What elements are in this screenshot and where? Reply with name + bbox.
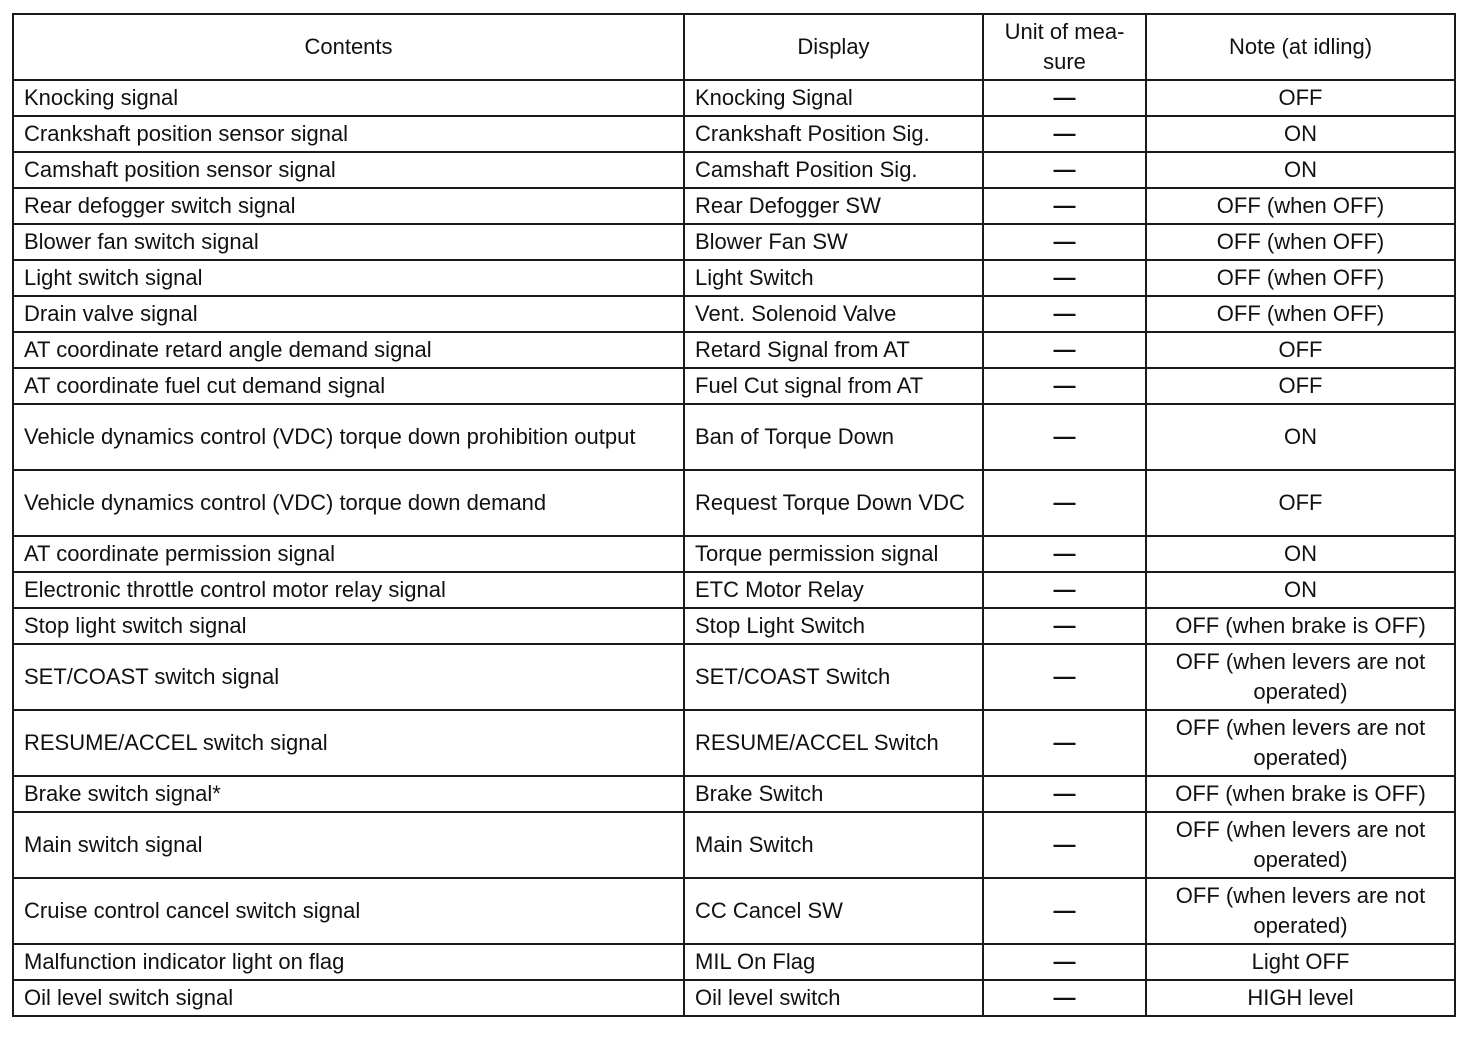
cell-contents: RESUME/ACCEL switch signal (13, 710, 684, 776)
cell-contents: Knocking signal (13, 80, 684, 116)
cell-unit: — (983, 368, 1146, 404)
table-row (13, 188, 1455, 224)
cell-unit: — (983, 776, 1146, 812)
cell-note: OFF (when OFF) (1146, 296, 1455, 332)
table-row (13, 572, 1455, 608)
cell-contents: AT coordinate permission signal (13, 536, 684, 572)
cell-display: MIL On Flag (684, 944, 983, 980)
cell-note: OFF (when brake is OFF) (1146, 608, 1455, 644)
cell-display: Light Switch (684, 260, 983, 296)
table-row (13, 776, 1455, 812)
table-header (13, 14, 1455, 80)
cell-note: HIGH level (1146, 980, 1455, 1016)
cell-unit: — (983, 608, 1146, 644)
cell-contents: AT coordinate fuel cut demand signal (13, 368, 684, 404)
cell-contents: Electronic throttle control motor relay signal (13, 572, 684, 608)
cell-unit: — (983, 152, 1146, 188)
cell-note: ON (1146, 116, 1455, 152)
cell-contents: Light switch signal (13, 260, 684, 296)
cell-note: OFF (1146, 80, 1455, 116)
cell-contents: Vehicle dynamics control (VDC) torque down prohibition output (13, 404, 684, 470)
header-row (13, 14, 1455, 80)
cell-contents: Brake switch signal* (13, 776, 684, 812)
cell-display: Rear Defogger SW (684, 188, 983, 224)
cell-display: Fuel Cut signal from AT (684, 368, 983, 404)
cell-note: ON (1146, 572, 1455, 608)
cell-unit: — (983, 260, 1146, 296)
cell-unit: — (983, 980, 1146, 1016)
cell-unit: — (983, 536, 1146, 572)
table-row (13, 116, 1455, 152)
cell-unit: — (983, 572, 1146, 608)
cell-unit: — (983, 944, 1146, 980)
cell-contents: Rear defogger switch signal (13, 188, 684, 224)
cell-display: Main Switch (684, 812, 983, 878)
cell-note: OFF (1146, 470, 1455, 536)
cell-contents: Malfunction indicator light on flag (13, 944, 684, 980)
table-row (13, 80, 1455, 116)
cell-note: OFF (when OFF) (1146, 260, 1455, 296)
cell-contents: Main switch signal (13, 812, 684, 878)
cell-unit: — (983, 878, 1146, 944)
table-row (13, 224, 1455, 260)
table-row (13, 644, 1455, 710)
cell-note: OFF (when levers are not operated) (1146, 878, 1455, 944)
cell-unit: — (983, 404, 1146, 470)
table-row (13, 152, 1455, 188)
table-row (13, 404, 1455, 470)
cell-unit: — (983, 332, 1146, 368)
cell-contents: Stop light switch signal (13, 608, 684, 644)
cell-contents: Oil level switch signal (13, 980, 684, 1016)
table-row (13, 332, 1455, 368)
table-row (13, 980, 1455, 1016)
cell-unit: — (983, 644, 1146, 710)
cell-display: RESUME/ACCEL Switch (684, 710, 983, 776)
data-table (12, 13, 1456, 1017)
cell-note: OFF (when OFF) (1146, 188, 1455, 224)
cell-display: Knocking Signal (684, 80, 983, 116)
cell-contents: Blower fan switch signal (13, 224, 684, 260)
cell-contents: Camshaft position sensor signal (13, 152, 684, 188)
cell-unit: — (983, 80, 1146, 116)
cell-display: SET/COAST Switch (684, 644, 983, 710)
cell-contents: AT coordinate retard angle demand signal (13, 332, 684, 368)
cell-unit: — (983, 812, 1146, 878)
table-row (13, 296, 1455, 332)
table-row (13, 944, 1455, 980)
cell-note: ON (1146, 536, 1455, 572)
cell-contents: SET/COAST switch signal (13, 644, 684, 710)
cell-display: Camshaft Position Sig. (684, 152, 983, 188)
cell-unit: — (983, 296, 1146, 332)
header-contents: Contents (13, 14, 684, 80)
cell-display: Request Torque Down VDC (684, 470, 983, 536)
header-note: Note (at idling) (1146, 14, 1455, 80)
cell-display: Retard Signal from AT (684, 332, 983, 368)
cell-display: Torque permission signal (684, 536, 983, 572)
cell-display: CC Cancel SW (684, 878, 983, 944)
table-row (13, 878, 1455, 944)
cell-note: OFF (when levers are not operated) (1146, 812, 1455, 878)
table-row (13, 536, 1455, 572)
table-row (13, 368, 1455, 404)
table-row (13, 812, 1455, 878)
cell-note: OFF (1146, 368, 1455, 404)
cell-note: OFF (when OFF) (1146, 224, 1455, 260)
table-row (13, 710, 1455, 776)
cell-note: ON (1146, 152, 1455, 188)
table-row (13, 608, 1455, 644)
cell-contents: Drain valve signal (13, 296, 684, 332)
cell-note: OFF (1146, 332, 1455, 368)
cell-display: Ban of Torque Down (684, 404, 983, 470)
cell-display: Blower Fan SW (684, 224, 983, 260)
table-row (13, 260, 1455, 296)
cell-display: Brake Switch (684, 776, 983, 812)
cell-unit: — (983, 188, 1146, 224)
cell-contents: Crankshaft position sensor signal (13, 116, 684, 152)
cell-contents: Cruise control cancel switch signal (13, 878, 684, 944)
cell-note: ON (1146, 404, 1455, 470)
table-row (13, 470, 1455, 536)
table-body (13, 80, 1455, 1016)
cell-note: OFF (when levers are not operated) (1146, 644, 1455, 710)
cell-unit: — (983, 224, 1146, 260)
cell-display: Oil level switch (684, 980, 983, 1016)
cell-display: Stop Light Switch (684, 608, 983, 644)
cell-display: ETC Motor Relay (684, 572, 983, 608)
cell-unit: — (983, 710, 1146, 776)
cell-note: Light OFF (1146, 944, 1455, 980)
header-display: Display (684, 14, 983, 80)
cell-display: Vent. Solenoid Valve (684, 296, 983, 332)
header-unit: Unit of mea-sure (983, 14, 1146, 80)
cell-contents: Vehicle dynamics control (VDC) torque down demand (13, 470, 684, 536)
cell-display: Crankshaft Position Sig. (684, 116, 983, 152)
cell-unit: — (983, 116, 1146, 152)
cell-unit: — (983, 470, 1146, 536)
cell-note: OFF (when brake is OFF) (1146, 776, 1455, 812)
cell-note: OFF (when levers are not operated) (1146, 710, 1455, 776)
